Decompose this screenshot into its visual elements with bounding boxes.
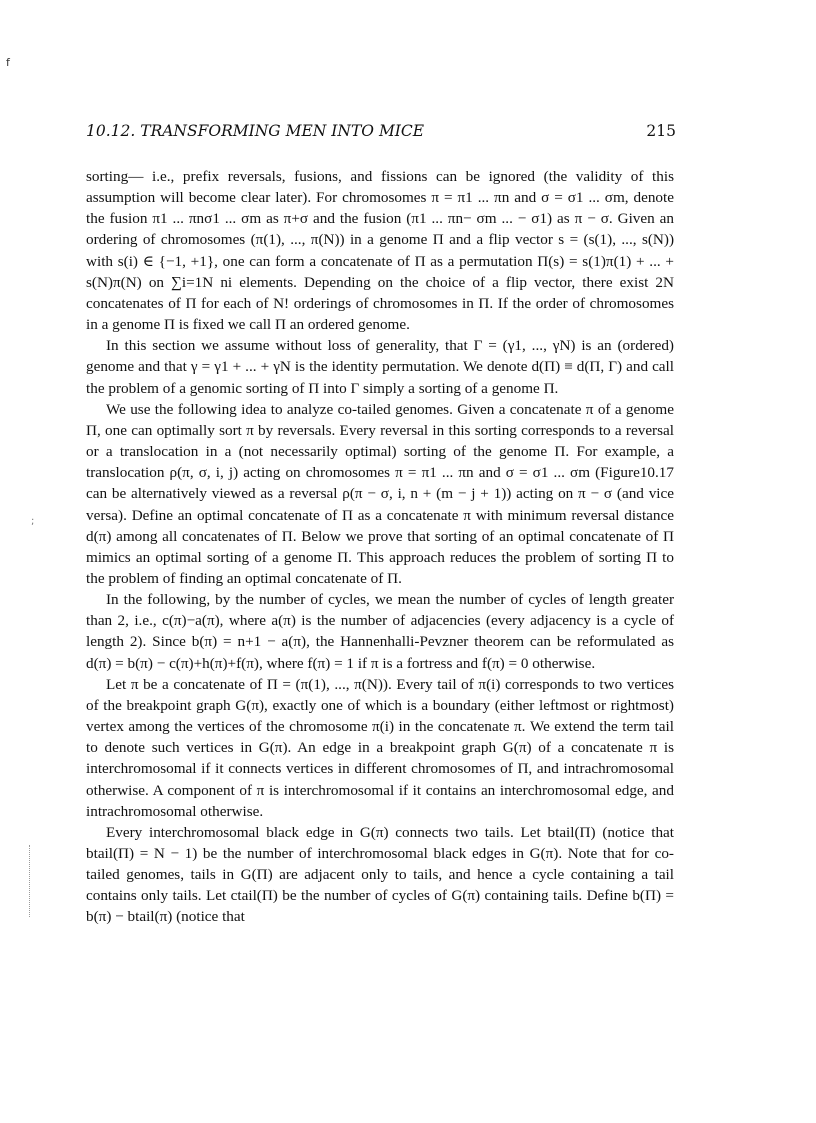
paragraph: In this section we assume without loss of generality, that Γ = (γ1, ..., γN) is an (ordered) genome and that γ = γ1 + ... + γN is the identity permutation. We denote d(Π) ≡ d(Π, Γ) and call the problem of a genomic sorting of Π into Γ simply a sorting of a genome Π. [86, 337, 674, 397]
paragraph: We use the following idea to analyze co-tailed genomes. Given a concatenate π of a genome Π, one can optimally sort π by reversals. Every reversal in this sorting corresponds to a reversal or a translocation in a (not necessarily optimal) sorting of the genome Π. For example, a translocation ρ(π, σ, i, j) acting on chromosomes π = π1 ... πn and σ = σ1 ... σm (Figure10.17 can be alternatively viewed as a reversal ρ(π − σ, i, n + (m − j + 1)) acting on π − σ (and vice versa). Define an optimal concatenate of Π as a concatenate π with minimum reversal distance d(π) among all concatenates of Π. Below we prove that sorting of an optimal concatenate of Π mimics an optimal sorting of a genome Π. This approach reduces the problem of sorting Π to the problem of finding an optimal concatenate of Π. [86, 400, 674, 587]
section-title: 10.12. TRANSFORMING MEN INTO MICE [86, 122, 425, 140]
margin-mark: f [6, 56, 10, 69]
margin-dots [29, 845, 32, 917]
paragraph: In the following, by the number of cycles, we mean the number of cycles of length greater than 2, i.e., c(π)−a(π), where a(π) is the number of adjacencies (every adjacency is a cycle of length 2). Since b(π) = n+1 − a(π), the Hannenhalli-Pevzner theorem can be reformulated as d(π) = b(π) − c(π)+h(π)+f(π), where f(π) = 1 if π is a fortress and f(π) = 0 otherwise. [86, 591, 674, 672]
paragraph: Let π be a concatenate of Π = (π(1), ..., π(N)). Every tail of π(i) corresponds to two vertices of the breakpoint graph G(π), exactly one of which is a boundary (either leftmost or rightmost) vertex among the vertices of the chromosome π(i) in the concatenate π. We extend the term tail to denote such vertices in G(π). An edge in a breakpoint graph G(π) of a concatenate π is interchromosomal if it connects vertices in different chromosomes of Π, and intrachromosomal otherwise. A component of π is interchromosomal if it contains an interchromosomal edge, and intrachromosomal otherwise. [86, 675, 674, 820]
paragraph: Every interchromosomal black edge in G(π) connects two tails. Let btail(Π) (notice that btail(Π) = N − 1) be the number of interchromosomal black edges in G(π). Note that for co-tailed genomes, tails in G(Π) are adjacent only to tails, and hence a cycle containing a tail contains only tails. Let ctail(Π) be the number of cycles of G(π) containing tails. Define b(Π) = b(π) − btail(π) (notice that [86, 823, 674, 926]
page-number: 215 [646, 122, 676, 140]
body-text [86, 166, 674, 928]
paragraph: sorting— i.e., prefix reversals, fusions, and fissions can be ignored (the validity of this assumption will become clear later). For chromosomes π = π1 ... πn and σ = σ1 ... σm, denote the fusion π1 ... πnσ1 ... σm as π+σ and the fusion (π1 ... πn− σm ... − σ1) as π − σ. Given an ordering of chromosomes (π(1), ..., π(N)) in a genome Π and a flip vector s = (s(1), ..., s(N)) with s(i) ∈ {−1, +1}, one can form a concatenate of Π as a permutation Π(s) = s(1)π(1) + ... + s(N)π(N) on ∑i=1N ni elements. Depending on the choice of a flip vector, there exist 2N concatenates of Π for each of N! orderings of chromosomes in Π. If the order of chromosomes in a genome Π is fixed we call Π an ordered genome. [86, 168, 674, 334]
running-header [86, 122, 676, 142]
margin-mark: ; [31, 516, 35, 527]
